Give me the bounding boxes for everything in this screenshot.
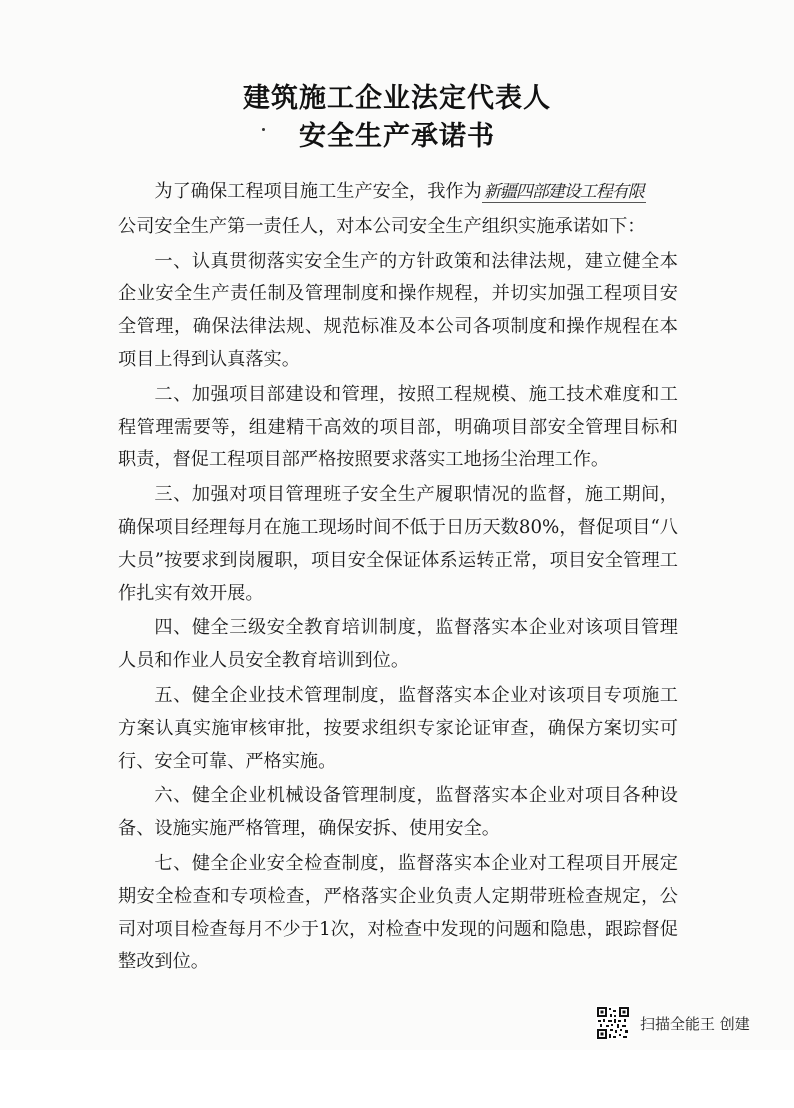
document-title-line-1: 建筑施工企业法定代表人: [243, 83, 551, 114]
intro-paragraph: [118, 176, 678, 209]
scanner-footer: [0, 1050, 794, 1108]
clause-7: 七、健全企业安全检查制度，监督落实本企业对工程项目开展定期安全检查和专项检查，严格落实企业负责人定期带班检查规定，公司对项目检查每月不少于1次，对检查中发现的问题和隐患，跟踪督促整改到位。: [118, 852, 678, 973]
clause-4: 四、健全三级安全教育培训制度，监督落实本企业对该项目管理人员和作业人员安全教育培训到位。: [118, 617, 678, 672]
intro-paragraph-continued: 公司安全生产第一责任人，对本公司安全生产组织实施承诺如下：: [118, 215, 646, 237]
clause-1: 一、认真贯彻落实安全生产的方针政策和法律法规，建立健全本企业安全生产责任制及管理制度和操作规程，并切实加强工程项目安全管理，确保法律法规、规范标准及本公司各项制度和操作规程在本项目上得到认真落实。: [118, 250, 678, 370]
intro-text-before: 为了确保工程项目施工生产安全，我作为: [154, 181, 482, 202]
clause-5: 五、健全企业技术管理制度，监督落实本企业对该项目专项施工方案认真实施审核审批，按要求组织专家论证审查，确保方案切实可行、安全可靠、严格实施。: [118, 684, 678, 772]
document-title-line-2: 安全生产承诺书: [299, 121, 495, 152]
handwritten-company-name: 新疆四部建设工程有限: [483, 182, 644, 202]
clause-2: 二、加强项目部建设和管理，按照工程规模、施工技术难度和工程管理需要等，组建精干高效的项目部，明确项目部安全管理目标和职责，督促工程项目部严格按照要求落实工地扬尘治理工作。: [118, 383, 678, 471]
clause-3: 三、加强对项目管理班子安全生产履职情况的监督，施工期间，确保项目经理每月在施工现场时间不低于日历天数80%，督促项目“八大员”按要求到岗履职，项目安全保证体系运转正常，项目安全管理工作扎实有效开展。: [118, 484, 678, 604]
clause-6: 六、健全企业机械设备管理制度，监督落实本企业对项目各种设备、设施实施严格管理，确保安拆、使用安全。: [118, 785, 678, 840]
scanner-watermark-label: 扫描全能王 创建: [640, 1015, 750, 1033]
document-body: [118, 176, 678, 981]
qr-code-icon: [596, 1006, 630, 1040]
